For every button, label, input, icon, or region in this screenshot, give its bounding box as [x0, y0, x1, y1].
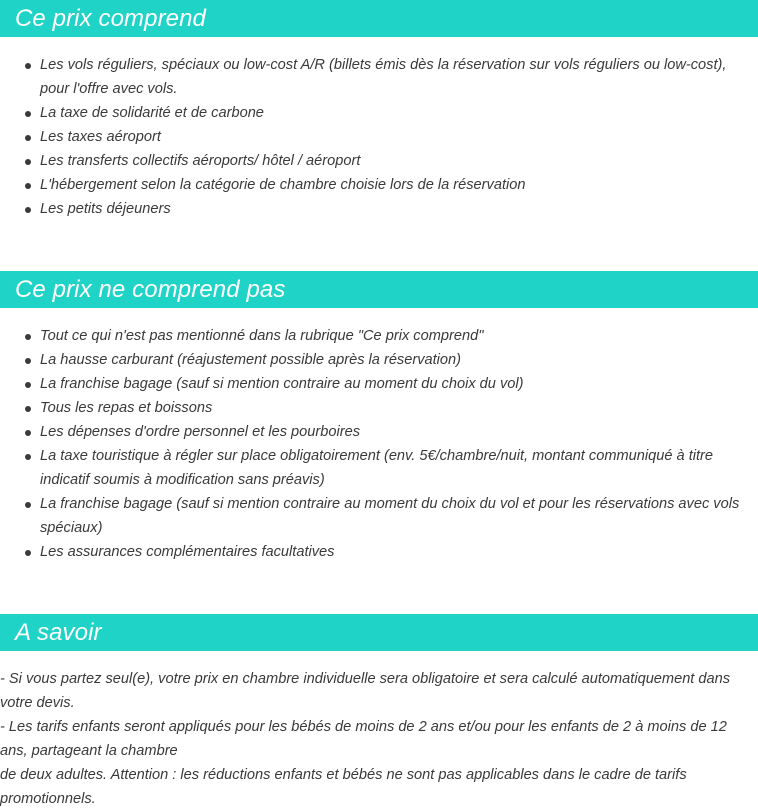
- info-title: A savoir: [15, 619, 102, 646]
- list-item: Les vols réguliers, spéciaux ou low-cost A/R (billets émis dès la réservation sur vols réguliers ou low-cost), pour l'offre avec vols.: [0, 53, 758, 101]
- list-item: Tous les repas et boissons: [0, 396, 758, 420]
- list-item: Les dépenses d'ordre personnel et les pourboires: [0, 420, 758, 444]
- info-line: - Si vous partez seul(e), votre prix en chambre individuelle sera obligatoire et sera calculé automatiquement dans votre devis.: [0, 671, 731, 711]
- list-item: Tout ce qui n'est pas mentionné dans la rubrique "Ce prix comprend": [0, 324, 758, 348]
- excludes-list: [0, 324, 758, 564]
- list-item: La franchise bagage (sauf si mention contraire au moment du choix du vol et pour les réservations avec vols spéciaux): [0, 492, 758, 540]
- list-item: La hausse carburant (réajustement possible après la réservation): [0, 348, 758, 372]
- includes-list: [0, 53, 758, 221]
- info-header: [0, 614, 758, 651]
- info-text: [0, 667, 758, 811]
- excludes-header: [0, 271, 758, 308]
- includes-header: [0, 0, 758, 37]
- info-line: - Les tarifs enfants seront appliqués pour les bébés de moins de 2 ans et/ou pour les enfants de 2 à moins de 12 ans, partageant la chambre: [0, 719, 727, 759]
- list-item: Les transferts collectifs aéroports/ hôtel / aéroport: [0, 149, 758, 173]
- excludes-title: Ce prix ne comprend pas: [15, 276, 286, 303]
- list-item: Les taxes aéroport: [0, 125, 758, 149]
- list-item: L'hébergement selon la catégorie de chambre choisie lors de la réservation: [0, 173, 758, 197]
- list-item: Les petits déjeuners: [0, 197, 758, 221]
- list-item: La taxe touristique à régler sur place obligatoirement (env. 5€/chambre/nuit, montant communiqué à titre indicatif soumis à modification sans préavis): [0, 444, 758, 492]
- list-item: La franchise bagage (sauf si mention contraire au moment du choix du vol): [0, 372, 758, 396]
- list-item: Les assurances complémentaires facultatives: [0, 540, 758, 564]
- includes-title: Ce prix comprend: [15, 5, 207, 32]
- info-line: de deux adultes. Attention : les réductions enfants et bébés ne sont pas applicables dans le cadre de tarifs promotionnels.: [0, 767, 687, 807]
- list-item: La taxe de solidarité et de carbone: [0, 101, 758, 125]
